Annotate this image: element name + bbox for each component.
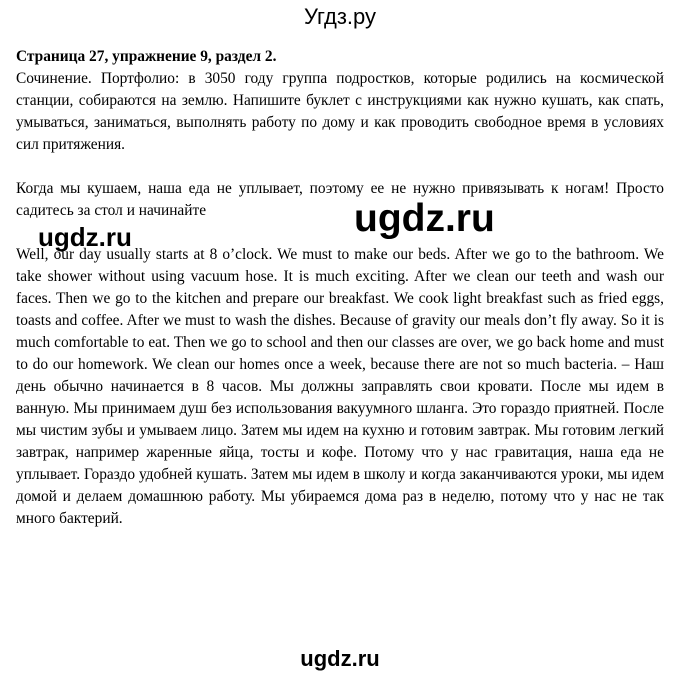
answer-intro-paragraph: Когда мы кушаем, наша еда не уплывает, поэтому ее не нужно привязывать к ногам! Просто садитесь за стол и начинайте xyxy=(16,180,664,219)
task-description: Сочинение. Портфолио: в 3050 году группа подростков, которые родились на космической станции, собираются на землю. Напишите буклет с инструкциями как нужно кушать, как спать, умываться, заниматься, выполнять работу по дому и как проводить свободное время в условиях сил притяжения. xyxy=(16,70,664,153)
site-header-title: Угдз.ру xyxy=(303,4,377,29)
exercise-title: Страница 27, упражнение 9, раздел 2. xyxy=(16,48,277,65)
watermark-small: ugdz.ru xyxy=(38,222,132,252)
watermark-large: ugdz.ru xyxy=(354,197,495,240)
answer-intro-block xyxy=(16,178,664,252)
watermark-footer: ugdz.ru xyxy=(300,646,380,671)
answer-main-paragraph: Well, our day usually starts at 8 o’clock. We must to make our beds. After we go to the bathroom. We take shower without using vacuum hose. It is much exciting. After we clean our teeth and wash our faces. Then we go to the kitchen and prepare our breakfast. We cook light breakfast such as fried eggs, toasts and coffee. After we must to wash the dishes. Because of gravity our meals don’t fly away. So it is much comfortable to eat. Then we go to school and then our classes are over, we go back home and must to do our homework. We clean our homes once a week, because there are not so much bacteria. – Наш день обычно начинается в 8 часов. Мы должны заправлять свои кровати. После мы идем в ванную. Мы принимаем душ без использования вакуумного шланга. Это гораздо приятней. После мы чистим зубы и умываем лицо. Затем мы идем на кухню и готовим завтрак. Мы готовим легкий завтрак, например жаренные яйца, тосты и кофе. Потому что у нас гравитация, наша еда не уплывает. Гораздо удобней кушать. Затем мы идем в школу и когда заканчиваются уроки, мы идем домой и делаем домашнюю работу. Мы убираемся дома раз в неделю, потому что у нас не так много бактерий. xyxy=(16,246,664,527)
paragraph-spacer xyxy=(16,156,664,178)
document-body xyxy=(16,46,664,530)
